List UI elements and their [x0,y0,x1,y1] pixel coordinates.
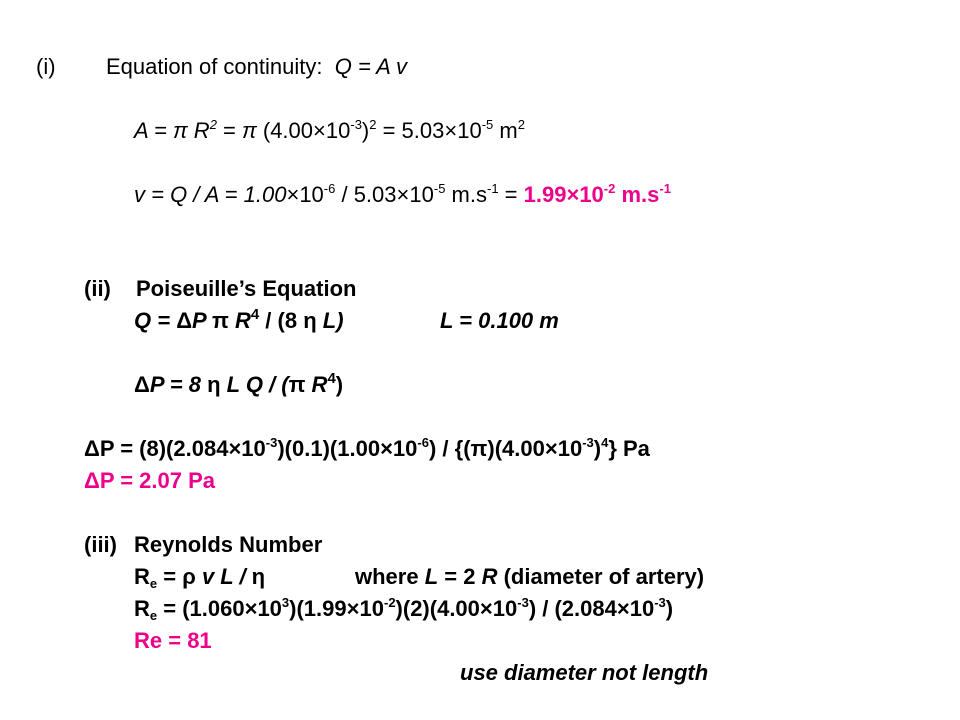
velocity-result-unit: m.s [615,182,660,207]
times-symbol: × [566,182,580,207]
diameter-note-text: = 2 [438,564,482,589]
pressure-drop-equation [134,372,343,398]
pressure-drop-result-value: P = 2.07 Pa [99,468,216,493]
times-symbol: × [286,182,300,207]
diameter-note-text: where [355,564,425,589]
exponent: -2 [383,595,396,610]
diameter-note-text: R [481,564,498,589]
poiseuille-text: R [228,308,251,333]
velocity-text: / 5.03 [335,182,397,207]
times-symbol: × [380,436,393,461]
area-text: A = [134,118,173,143]
times-symbol: × [444,118,458,143]
part-iii-marker: (iii) [84,532,117,557]
exponent: 2 [209,117,217,132]
part-i-heading-line [36,54,407,80]
substitution-text: P = (8)(2.084 [99,436,229,461]
exponent: 2 [517,117,525,132]
diameter-note [355,564,704,590]
reynolds-sub-text: = (1.060 [157,596,245,621]
exponent: -3 [654,595,666,610]
exponent: -6 [417,435,429,450]
exponent: -2 [603,181,616,196]
area-text: 10 [457,118,482,143]
area-text: R [187,118,210,143]
length-value: L = 0.100 m [440,308,559,333]
substitution-text: )(4.00 [487,436,545,461]
area-text: = [216,118,242,143]
delta-symbol: Δ [134,372,150,397]
reynolds-sub-text: 10 [359,596,384,621]
eta-symbol: η [251,564,266,589]
exponent: -3 [582,435,594,450]
reynolds-sub-text: R [134,596,150,621]
pressure-drop-text: L Q / ( [220,372,289,397]
reynolds-text: v L / [195,564,252,589]
velocity-text: 10 [409,182,434,207]
continuity-equation: Q = A v [334,54,408,79]
substitution-text: 10 [392,436,418,461]
area-text: = 5.03 [376,118,445,143]
part-i-marker: (i) [36,54,56,79]
times-symbol: × [479,596,493,621]
pressure-drop-result [84,468,215,494]
substitution-text: )(0.1)(1.00 [277,436,381,461]
exponent: -5 [481,117,494,132]
subscript: e [149,576,158,591]
delta-symbol: Δ [84,436,100,461]
eta-symbol: η [207,372,221,397]
part-i-heading: Equation of continuity: [106,54,323,79]
times-symbol: × [544,436,558,461]
part-ii-marker: (ii) [84,276,111,301]
substitution-text: 10 [557,436,583,461]
pressure-drop-text: P = 8 [149,372,208,397]
times-symbol: × [244,596,258,621]
substitution-text: ) / {( [428,436,471,461]
part-ii-heading: Poiseuille’s Equation [136,276,357,301]
velocity-result-value: 1.99 [523,182,567,207]
rho-symbol: ρ [182,564,196,589]
pi-symbol: π [211,308,229,333]
area-text: m [493,118,518,143]
reynolds-equation [134,564,265,590]
reynolds-sub-text: 10 [492,596,518,621]
velocity-equation [134,182,671,208]
times-symbol: × [616,596,630,621]
exponent: -3 [350,117,362,132]
part-ii-heading-line [84,276,356,302]
delta-symbol: Δ [84,468,100,493]
pressure-drop-substitution [84,436,650,462]
velocity-text: 10 [299,182,324,207]
poiseuille-equation [134,308,344,334]
substitution-text: } Pa [608,436,650,461]
times-symbol: × [396,182,410,207]
reynolds-sub-text: ) / (2.084 [528,596,617,621]
pi-symbol: π [470,436,488,461]
poiseuille-text: Q = [134,308,177,333]
reynolds-result: Re = 81 [134,628,212,653]
pressure-drop-text: R [305,372,328,397]
exponent: -6 [323,181,336,196]
poiseuille-text: L) [316,308,344,333]
area-text: (4.00 [256,118,314,143]
exponent: -1 [486,181,499,196]
velocity-text: = [498,182,524,207]
times-symbol: × [228,436,242,461]
pi-symbol: π [172,118,188,143]
exponent: -3 [517,595,529,610]
exponent: 4 [601,435,609,450]
reynolds-sub-text: 10 [257,596,282,621]
eta-symbol: η [303,308,317,333]
area-equation [134,118,525,144]
reynolds-sub-text: 10 [629,596,655,621]
velocity-result-value: 10 [579,182,604,207]
part-iii-heading: Reynolds Number [134,532,323,557]
reynolds-sub-text: )(2)(4.00 [395,596,480,621]
area-text: 10 [325,118,351,143]
subscript: e [149,608,158,623]
poiseuille-text: / (8 [259,308,304,333]
pressure-drop-text: ) [335,372,344,397]
pi-symbol: π [288,372,306,397]
reynolds-sub-text: )(1.99 [289,596,347,621]
substitution-text: ) [593,436,602,461]
reynolds-substitution [134,596,673,622]
exponent: 4 [250,306,260,323]
area-text: ) [361,118,370,143]
diameter-note-text: L [424,564,439,589]
exponent: 4 [327,370,336,387]
velocity-result [524,182,671,207]
times-symbol: × [346,596,360,621]
exponent: -5 [433,181,446,196]
diameter-reminder-note: use diameter not length [460,660,709,685]
substitution-text: 10 [241,436,266,461]
exponent: 3 [281,595,290,610]
times-symbol: × [313,118,326,143]
reynolds-text: = [157,564,183,589]
part-iii-heading-line [84,532,322,558]
poiseuille-text: P [192,308,212,333]
exponent: 2 [369,117,377,132]
reynolds-sub-text: ) [665,596,674,621]
pi-symbol: π [242,118,257,143]
exponent: -3 [265,435,278,450]
delta-symbol: Δ [176,308,192,333]
reynolds-text: R [134,564,150,589]
exponent: -1 [659,181,671,196]
diameter-note-text: (diameter of artery) [497,564,705,589]
velocity-text: m.s [445,182,487,207]
velocity-text: v = Q / A = 1.00 [134,182,287,207]
